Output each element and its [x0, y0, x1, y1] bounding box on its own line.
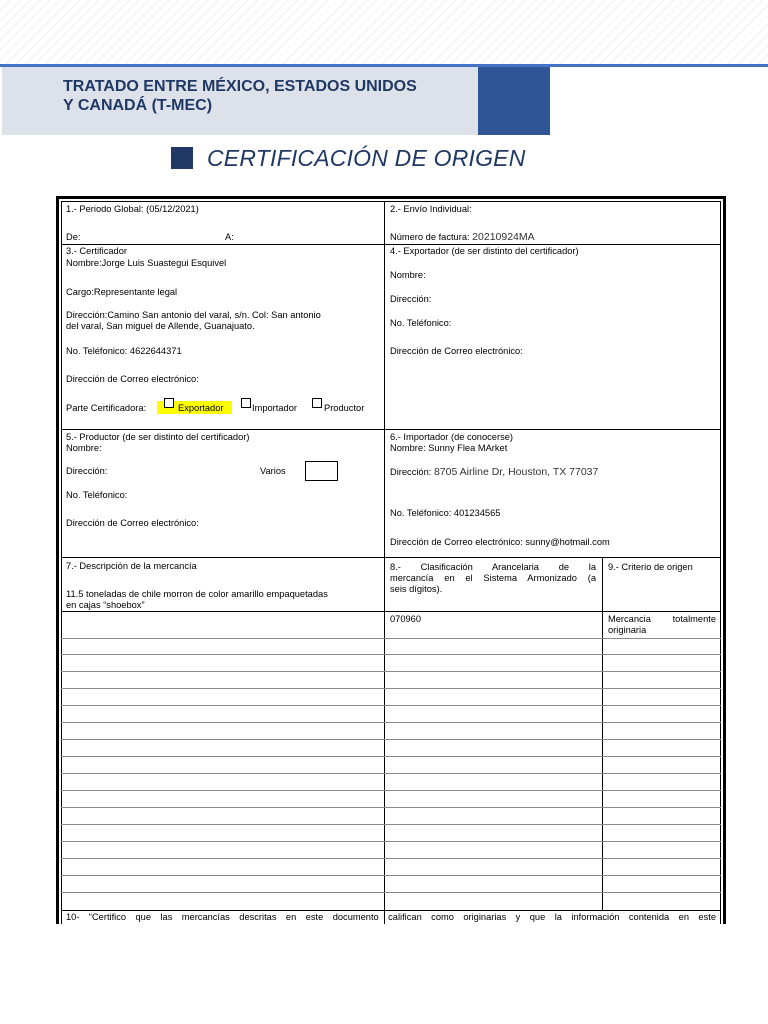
invoice-label: Número de factura: [390, 232, 470, 242]
goods-row-line [61, 638, 721, 639]
importador-checkbox[interactable] [241, 398, 251, 408]
goods-row-line [61, 773, 721, 774]
certificador-name: Nombre:Jorge Luis Suastegui Esquivel [66, 258, 227, 268]
varios-label: Varios [260, 466, 286, 476]
exportador-option: Exportador [178, 403, 224, 413]
exportador-direccion: Dirección: [390, 294, 432, 304]
productor-direccion: Dirección: [66, 466, 108, 476]
goods-row-line [61, 892, 721, 893]
importador-direccion-value: 8705 Airline Dr, Houston, TX 77037 [433, 466, 599, 478]
field8-label-line1: 8.- Clasificación Arancelaria de la [390, 562, 596, 572]
divider-main-vertical [384, 201, 385, 924]
field3-label: 3.- Certificador [66, 246, 127, 256]
field10-certification-text: 10- “Certifico que las mercancías descritas en este documento califican como originarias y que la información contenida en este [66, 912, 716, 922]
importador-telefono: No. Teléfonico: 401234565 [390, 508, 501, 518]
productor-telefono: No. Teléfonico: [66, 490, 128, 500]
productor-checkbox[interactable] [312, 398, 322, 408]
field4-label: 4.- Exportador (de ser distinto del certificador) [390, 246, 579, 256]
divider-row-3 [61, 557, 721, 558]
title-band-block [478, 67, 550, 135]
goods-row-line [61, 756, 721, 757]
mercancia-desc-line2: en cajas “shoebox” [66, 600, 145, 610]
certificador-cargo: Cargo:Representante legal [66, 287, 178, 297]
goods-row-line [61, 858, 721, 859]
field8-label-line3: seis dígitos). [390, 584, 443, 594]
field8-label-line2: mercancía en el Sistema Armonizado (a [390, 573, 596, 583]
exportador-telefono: No. Teléfonico: [390, 318, 452, 328]
treaty-title-line2: Y CANADÁ (T-MEC) [63, 97, 213, 114]
goods-row-line [61, 705, 721, 706]
treaty-title [63, 77, 473, 115]
certificador-telefono: No. Teléfonico: 4622644371 [66, 346, 182, 356]
field7-label: 7.- Descripción de la mercancía [66, 561, 197, 571]
mercancia-desc-line1: 11.5 toneladas de chile morron de color amarillo empaquetadas [66, 589, 328, 599]
divider-row-2 [61, 429, 721, 430]
field1-de-label: De: [66, 232, 81, 242]
field1-label: 1.- Periodo Global: (05/12/2021) [66, 204, 199, 214]
invoice-value: 20210924MA [472, 231, 535, 243]
certificador-direccion-line2: del varal, San miguel de Allende, Guanajuato. [66, 321, 255, 331]
varios-checkbox[interactable] [305, 461, 338, 481]
invoice-field[interactable] [390, 232, 535, 243]
goods-row-line [61, 824, 721, 825]
goods-row-line [61, 739, 721, 740]
productor-option: Productor [324, 403, 365, 413]
parte-certificadora-label: Parte Certificadora: [66, 403, 147, 413]
exportador-email: Dirección de Correo electrónico: [390, 346, 523, 356]
certificador-email: Dirección de Correo electrónico: [66, 374, 199, 384]
certificador-direccion-line1: Dirección:Camino San antonio del varal, s/n. Col: San antonio [66, 310, 321, 320]
goods-row-line [61, 807, 721, 808]
field5-label: 5.- Productor (de ser distinto del certificador) [66, 432, 250, 442]
productor-email: Dirección de Correo electrónico: [66, 518, 199, 528]
exportador-checkbox[interactable] [164, 398, 174, 408]
productor-nombre: Nombre: [66, 443, 102, 453]
field6-label: 6.- Importador (de conocerse) [390, 432, 513, 442]
certification-title: CERTIFICACIÓN DE ORIGEN [207, 145, 526, 171]
row1-criterio-line1: Mercancia totalmente [608, 614, 716, 624]
exportador-nombre: Nombre: [390, 270, 426, 280]
divider-row-1 [61, 244, 721, 245]
importador-email: Dirección de Correo electrónico: sunny@hotmail.com [390, 537, 610, 547]
importador-direccion [390, 467, 598, 478]
field9-label: 9.- Criterio de origen [608, 562, 693, 572]
importador-option: Importador [252, 403, 297, 413]
divider-row-4 [61, 611, 721, 612]
divider-row-5 [61, 910, 721, 911]
title-square-icon [171, 147, 193, 169]
row1-criterio-line2: originaria [608, 625, 647, 635]
importador-nombre: Nombre: Sunny Flea MArket [390, 443, 508, 453]
field2-label: 2.- Envío Individual: [390, 204, 472, 214]
header-pattern [0, 0, 768, 64]
treaty-title-line1: TRATADO ENTRE MÉXICO, ESTADOS UNIDOS [63, 78, 417, 95]
goods-row-line [61, 875, 721, 876]
goods-row-line [61, 790, 721, 791]
goods-row-line [61, 688, 721, 689]
goods-row-line [61, 671, 721, 672]
importador-direccion-label: Dirección: [390, 467, 432, 477]
goods-row-line [61, 841, 721, 842]
goods-row-line [61, 722, 721, 723]
row1-hs-code: 070960 [390, 614, 422, 624]
field1-a-label: A: [225, 232, 234, 242]
goods-row-line [61, 654, 721, 655]
